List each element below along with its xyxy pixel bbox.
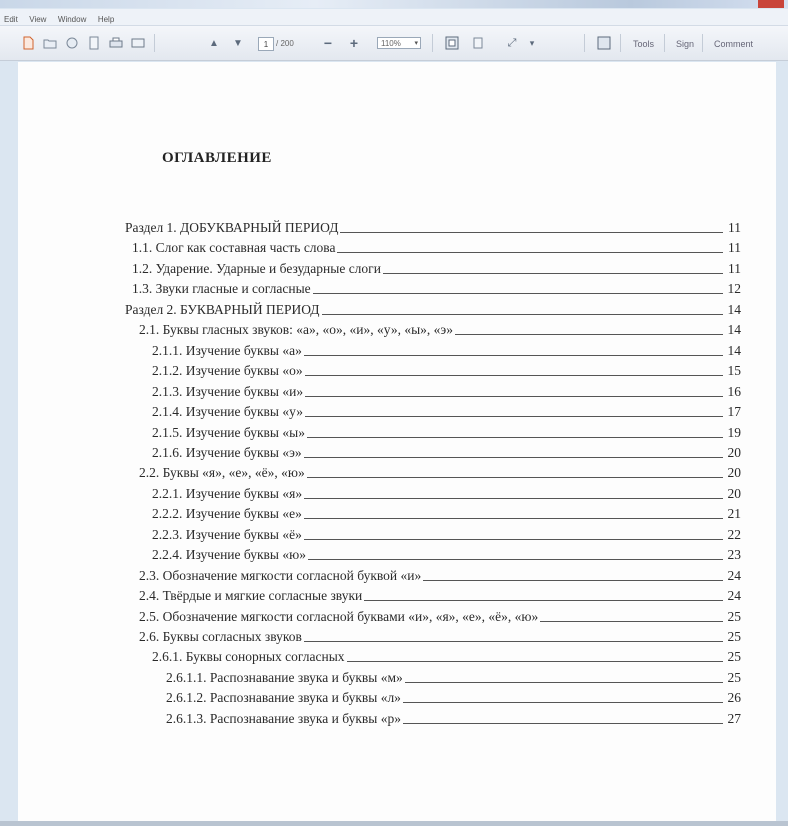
toc-entry[interactable]: [152, 543, 741, 563]
toc-leader-line: [340, 231, 723, 233]
toc-entry-title: 2.6. Буквы согласных звуков: [139, 629, 302, 644]
toc-entry-title: 2.5. Обозначение мягкости согласной буквами «и», «я», «е», «ё», «ю»: [139, 608, 539, 624]
toc-leader-line: [307, 436, 723, 438]
toc-entry-title: 2.1.5. Изучение буквы «ы»: [152, 424, 305, 440]
toc-entry[interactable]: [139, 564, 741, 584]
toc-entry[interactable]: [152, 421, 741, 441]
toc-entry-title: 2.2.4. Изучение буквы «ю»: [152, 547, 306, 563]
toc-entry-title: Раздел 2. БУКВАРНЫЙ ПЕРИОД: [125, 301, 320, 317]
menu-edit[interactable]: Edit: [4, 15, 18, 24]
toc-leader-line: [337, 251, 723, 253]
toc-entry-title: 2.6.1.1. Распознавание звука и буквы «м»: [166, 669, 403, 685]
menu-view[interactable]: View: [29, 15, 47, 24]
toc-entry-page: 25: [727, 629, 741, 644]
fit-page-icon[interactable]: [444, 35, 460, 51]
toc-leader-line: [307, 476, 723, 478]
toolbar: [0, 26, 788, 61]
email-icon[interactable]: [130, 35, 146, 51]
toc-entry[interactable]: [132, 236, 741, 256]
status-bar: [0, 821, 788, 826]
toc-leader-line: [455, 333, 723, 335]
sign-button[interactable]: Sign: [676, 39, 695, 49]
comment-tool-icon[interactable]: [596, 35, 612, 51]
toc-entry-page: 25: [727, 608, 741, 624]
toc-leader-line: [304, 354, 723, 356]
tools-button[interactable]: Tools: [633, 39, 655, 49]
toolbar-separator: [702, 34, 703, 52]
toc-leader-line: [383, 272, 723, 274]
window-titlebar: [0, 0, 788, 8]
toc-entry-title: 2.1.3. Изучение буквы «и»: [152, 383, 304, 399]
toc-leader-line: [405, 681, 723, 683]
toc-entry[interactable]: [152, 523, 741, 543]
toolbar-separator: [664, 34, 665, 52]
cloud-icon[interactable]: [64, 35, 80, 51]
toc-entry-page: 16: [727, 383, 741, 399]
toc-entry-page: 24: [727, 567, 741, 583]
zoom-in-icon[interactable]: +: [349, 35, 359, 51]
toc-entry-page: 20: [727, 485, 741, 501]
toolbar-separator: [620, 34, 621, 52]
toc-entry-page: 17: [727, 404, 741, 420]
toc-entry-title: 1.3. Звуки гласные и согласные: [132, 281, 311, 297]
toc-entry[interactable]: [152, 645, 741, 665]
document-icon[interactable]: [86, 35, 102, 51]
toc-entry[interactable]: [152, 400, 741, 420]
toc-entry-title: 2.1. Буквы гласных звуков: «а», «о», «и», «у», «ы», «э»: [139, 322, 453, 338]
page-down-icon[interactable]: ▼: [233, 37, 243, 49]
toolbar-separator: [432, 34, 433, 52]
toolbar-separator: [154, 34, 155, 52]
toc-entry[interactable]: [166, 707, 741, 727]
toc-entry-title: 2.1.2. Изучение буквы «о»: [152, 363, 303, 379]
toc-leader-line: [305, 374, 723, 376]
toc-entry[interactable]: [139, 461, 741, 481]
chevron-down-icon: ▾: [414, 40, 418, 47]
toc-entry[interactable]: [132, 257, 741, 277]
toc-entry-title: 2.3. Обозначение мягкости согласной буквой «и»: [139, 567, 422, 583]
menu-window[interactable]: Window: [57, 15, 87, 24]
toc-entry-title: Раздел 1. ДОБУКВАРНЫЙ ПЕРИОД: [125, 220, 339, 235]
print-icon[interactable]: [108, 35, 124, 51]
toc-entry-page: 19: [727, 424, 741, 440]
toc-entry-title: 2.6.1.2. Распознавание звука и буквы «л»: [166, 690, 401, 706]
toc-entry[interactable]: [139, 584, 741, 604]
toc-entry-title: 1.2. Ударение. Ударные и безударные слоги: [132, 260, 381, 276]
toc-entry-title: 2.4. Твёрдые и мягкие согласные звуки: [139, 588, 363, 604]
toc-leader-line: [305, 415, 723, 417]
toc-entry[interactable]: [132, 277, 741, 297]
toc-entry-page: 25: [727, 649, 741, 665]
toc-entry[interactable]: [139, 605, 741, 625]
toolbar-separator: [584, 34, 585, 52]
toc-entry-page: 11: [728, 240, 741, 256]
menu-bar: [0, 9, 788, 26]
toc-entry-page: 25: [727, 669, 741, 685]
toc-entry-page: 20: [727, 465, 741, 481]
toc-leader-line: [540, 620, 723, 622]
toc-entry[interactable]: [152, 482, 741, 502]
rotate-icon[interactable]: [470, 35, 486, 51]
toc-leader-line: [304, 640, 723, 642]
toc-entry[interactable]: [152, 339, 741, 359]
zoom-value: 110%: [381, 38, 401, 48]
toc-entry-title: 2.6.1. Буквы сонорных согласных: [152, 649, 345, 665]
toc-leader-line: [304, 497, 723, 499]
toc-entry-title: 2.1.4. Изучение буквы «у»: [152, 404, 303, 420]
toc-entry-page: 26: [727, 690, 741, 706]
toc-leader-line: [347, 660, 723, 662]
toc-entry-title: 2.2.2. Изучение буквы «е»: [152, 506, 302, 522]
toc-leader-line: [304, 517, 723, 519]
toc-entry-title: 2.1.6. Изучение буквы «э»: [152, 444, 302, 460]
toc-entry[interactable]: [166, 686, 741, 706]
toc-leader-line: [423, 579, 723, 581]
toc-entry-page: 11: [728, 220, 741, 235]
page-total-label: / 200: [276, 39, 294, 48]
comment-button[interactable]: Comment: [714, 39, 754, 49]
toc-entry-page: 14: [727, 342, 741, 358]
menu-help[interactable]: Help: [97, 15, 115, 24]
page-up-icon[interactable]: ▲: [209, 37, 219, 49]
create-pdf-icon[interactable]: [20, 35, 36, 51]
more-options-icon[interactable]: ▾: [529, 37, 535, 48]
zoom-out-icon[interactable]: −: [323, 35, 333, 51]
toc-entry-title: 2.2. Буквы «я», «е», «ё», «ю»: [139, 465, 305, 481]
toc-leader-line: [305, 395, 723, 397]
toc-entry[interactable]: [139, 625, 741, 645]
toc-entry-page: 15: [727, 363, 741, 379]
toc-entry-title: 2.1.1. Изучение буквы «а»: [152, 342, 302, 358]
toc-entry[interactable]: [125, 216, 741, 236]
toc-leader-line: [308, 558, 723, 560]
toc-leader-line: [313, 292, 723, 294]
document-title: ОГЛАВЛЕНИЕ: [162, 150, 272, 166]
toc-entry[interactable]: [166, 666, 741, 686]
document-page[interactable]: [18, 62, 776, 826]
window-close-button[interactable]: [758, 0, 784, 8]
page-number-input[interactable]: 1: [258, 37, 274, 51]
toc-entry-page: 14: [727, 301, 741, 317]
zoom-select[interactable]: [377, 37, 421, 49]
toc-entry-page: 20: [727, 444, 741, 460]
toc-leader-line: [364, 599, 723, 601]
toc-entry-page: 24: [727, 588, 741, 604]
open-file-icon[interactable]: [42, 35, 58, 51]
toc-entry[interactable]: [152, 441, 741, 461]
toc-entry-title: 1.1. Слог как составная часть слова: [132, 240, 336, 256]
toc-entry-page: 11: [728, 260, 741, 276]
toc-entry-title: 2.2.3. Изучение буквы «ё»: [152, 526, 302, 542]
toc-entry[interactable]: [139, 318, 741, 338]
fullscreen-icon[interactable]: ⤢: [507, 36, 517, 49]
toc-leader-line: [322, 313, 724, 315]
toc-entry[interactable]: [152, 359, 741, 379]
toc-entry[interactable]: [125, 298, 741, 318]
toc-entry-page: 12: [727, 281, 741, 297]
toc-entry[interactable]: [152, 502, 741, 522]
toc-leader-line: [304, 538, 723, 540]
toc-entry-page: 23: [727, 547, 741, 563]
toc-leader-line: [304, 456, 723, 458]
toc-entry-title: 2.6.1.3. Распознавание звука и буквы «р»: [166, 710, 401, 726]
toc-entry-page: 22: [727, 526, 741, 542]
toc-entry[interactable]: [152, 380, 741, 400]
toc-entry-page: 14: [727, 322, 741, 338]
toc-leader-line: [403, 701, 723, 703]
toc-entry-title: 2.2.1. Изучение буквы «я»: [152, 485, 303, 501]
toc-leader-line: [403, 722, 723, 724]
toc-entry-page: 27: [727, 710, 741, 726]
toc-entry-page: 21: [727, 506, 741, 522]
